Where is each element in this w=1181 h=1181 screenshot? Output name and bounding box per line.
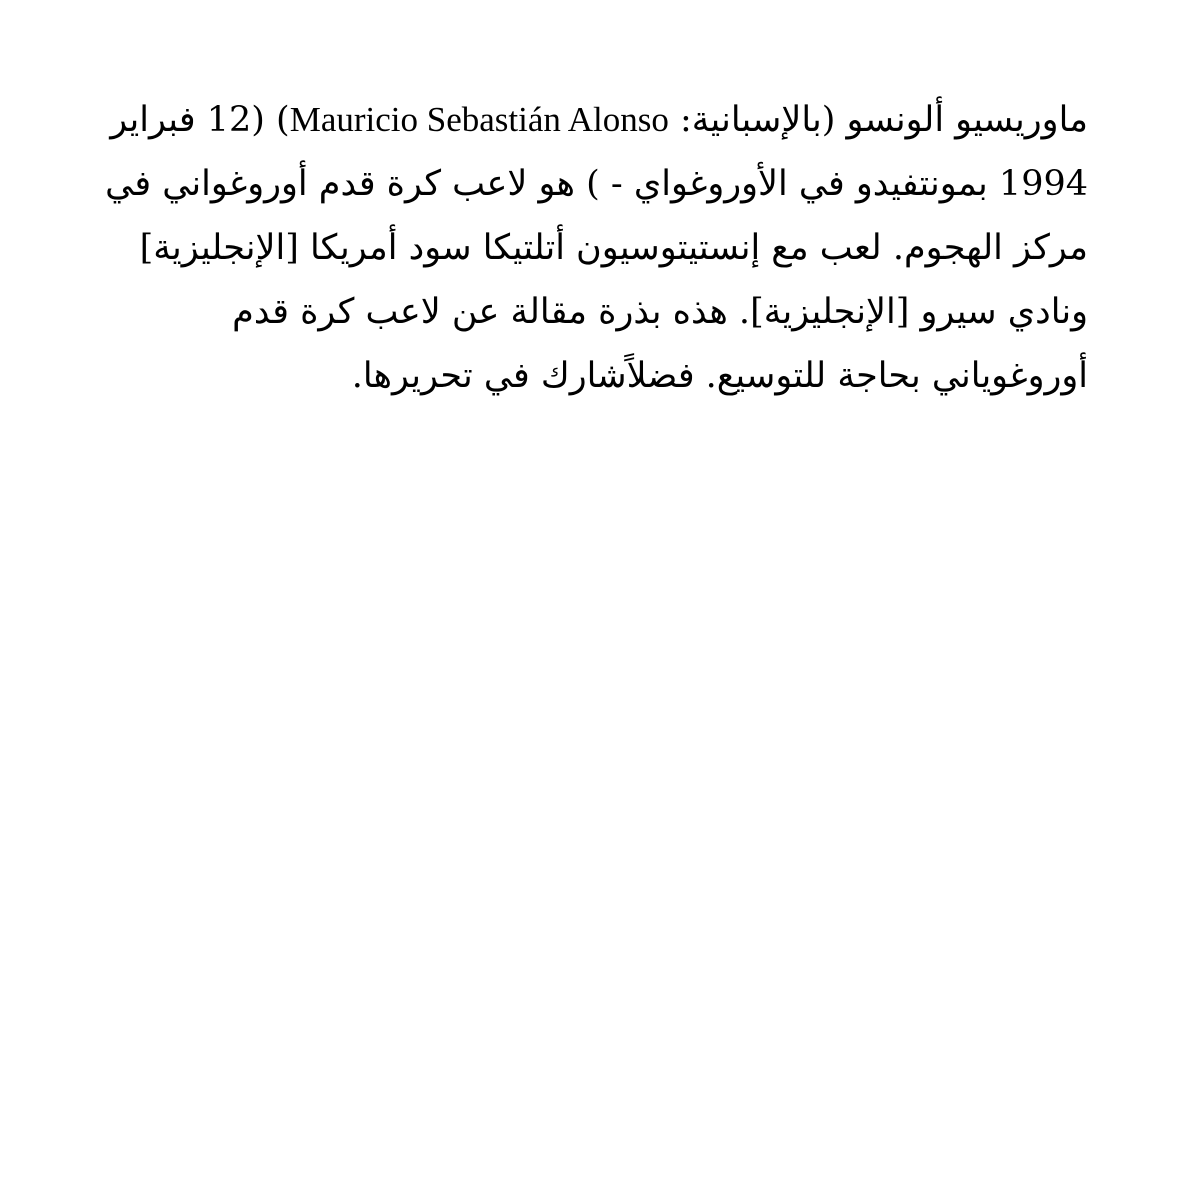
article-paragraph — [88, 88, 1088, 408]
article-text-part1: ماوريسيو ألونسو (بالإسبانية: — [668, 100, 1088, 140]
article-text-part2: ) (12 فبراير 1994 بمونتفيدو في الأوروغواي - ) هو لاعب كرة قدم أوروغواني في مركز الهجوم. لعب مع إنستيتوسيون أتلتيكا سود أمريكا [الإنجليزية] ونادي سيرو [الإنجليزية]. هذه بذرة مقالة عن لاعب كرة قدم أوروغوياني بحاجة للتوسيع. فضلاًشارك في تحريرها. — [105, 100, 1088, 396]
latin-name: Mauricio Sebastián Alonso — [289, 100, 669, 139]
